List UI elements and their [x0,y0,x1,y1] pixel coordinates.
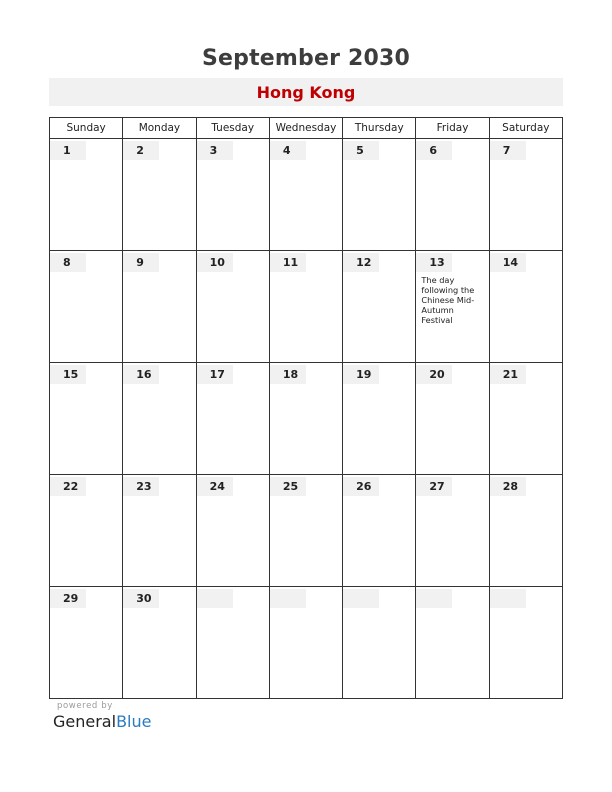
day-cell [269,251,342,363]
weekday-thursday: Thursday [343,118,416,139]
brand-general: General [53,712,117,731]
day-cell [489,251,562,363]
region-banner [49,78,563,106]
week-row [50,139,563,251]
day-number: 2 [123,141,159,160]
day-cell [123,139,196,251]
day-number: 13 [416,253,452,272]
day-cell [343,139,416,251]
day-number: 28 [490,477,526,496]
day-number [490,589,526,608]
day-cell [269,475,342,587]
week-row [50,251,563,363]
day-cell [196,587,269,699]
day-number: 4 [270,141,306,160]
day-number: 1 [50,141,86,160]
day-cell [489,139,562,251]
day-cell [269,363,342,475]
week-row [50,587,563,699]
day-cell [343,363,416,475]
day-cell [50,251,123,363]
day-cell [343,587,416,699]
weekday-header-row [50,118,563,139]
day-cell [416,139,489,251]
day-number: 19 [343,365,379,384]
day-number: 5 [343,141,379,160]
weekday-saturday: Saturday [489,118,562,139]
day-number: 24 [197,477,233,496]
day-number: 27 [416,477,452,496]
day-cell [269,139,342,251]
generalblue-logo[interactable] [53,712,151,731]
day-cell [416,475,489,587]
day-number: 23 [123,477,159,496]
day-number: 16 [123,365,159,384]
day-cell [489,475,562,587]
day-number [197,589,233,608]
day-cell [416,363,489,475]
powered-by-text: powered by [57,701,113,711]
weekday-monday: Monday [123,118,196,139]
brand-blue: Blue [116,712,152,731]
day-number [343,589,379,608]
weekday-friday: Friday [416,118,489,139]
day-number: 26 [343,477,379,496]
day-number: 8 [50,253,86,272]
day-number [416,589,452,608]
calendar-title: September 2030 [201,46,411,71]
day-number: 10 [197,253,233,272]
day-number: 18 [270,365,306,384]
day-number: 3 [197,141,233,160]
week-row [50,363,563,475]
day-number: 11 [270,253,306,272]
day-number: 29 [50,589,86,608]
week-row [50,475,563,587]
day-number: 14 [490,253,526,272]
day-cell [123,587,196,699]
day-number: 21 [490,365,526,384]
region-label: Hong Kong [256,83,356,102]
day-cell [269,587,342,699]
day-number [270,589,306,608]
day-cell [416,587,489,699]
day-number: 12 [343,253,379,272]
day-number: 15 [50,365,86,384]
day-cell [196,363,269,475]
weekday-wednesday: Wednesday [269,118,342,139]
day-cell [123,363,196,475]
day-number: 25 [270,477,306,496]
holiday-event: The day following the Chinese Mid-Autumn Festival [421,275,475,325]
day-cell [196,251,269,363]
day-cell [196,475,269,587]
calendar-grid [49,117,563,699]
day-number: 20 [416,365,452,384]
day-cell [196,139,269,251]
day-number: 17 [197,365,233,384]
weekday-tuesday: Tuesday [196,118,269,139]
day-number: 9 [123,253,159,272]
day-cell [50,139,123,251]
day-number: 22 [50,477,86,496]
day-number: 7 [490,141,526,160]
day-number: 30 [123,589,159,608]
day-number: 6 [416,141,452,160]
weekday-sunday: Sunday [50,118,123,139]
day-cell [50,475,123,587]
day-cell [489,587,562,699]
day-cell [416,251,489,363]
day-cell [343,251,416,363]
day-cell [489,363,562,475]
day-cell [343,475,416,587]
day-cell [50,587,123,699]
day-cell [50,363,123,475]
day-cell [123,251,196,363]
day-cell [123,475,196,587]
